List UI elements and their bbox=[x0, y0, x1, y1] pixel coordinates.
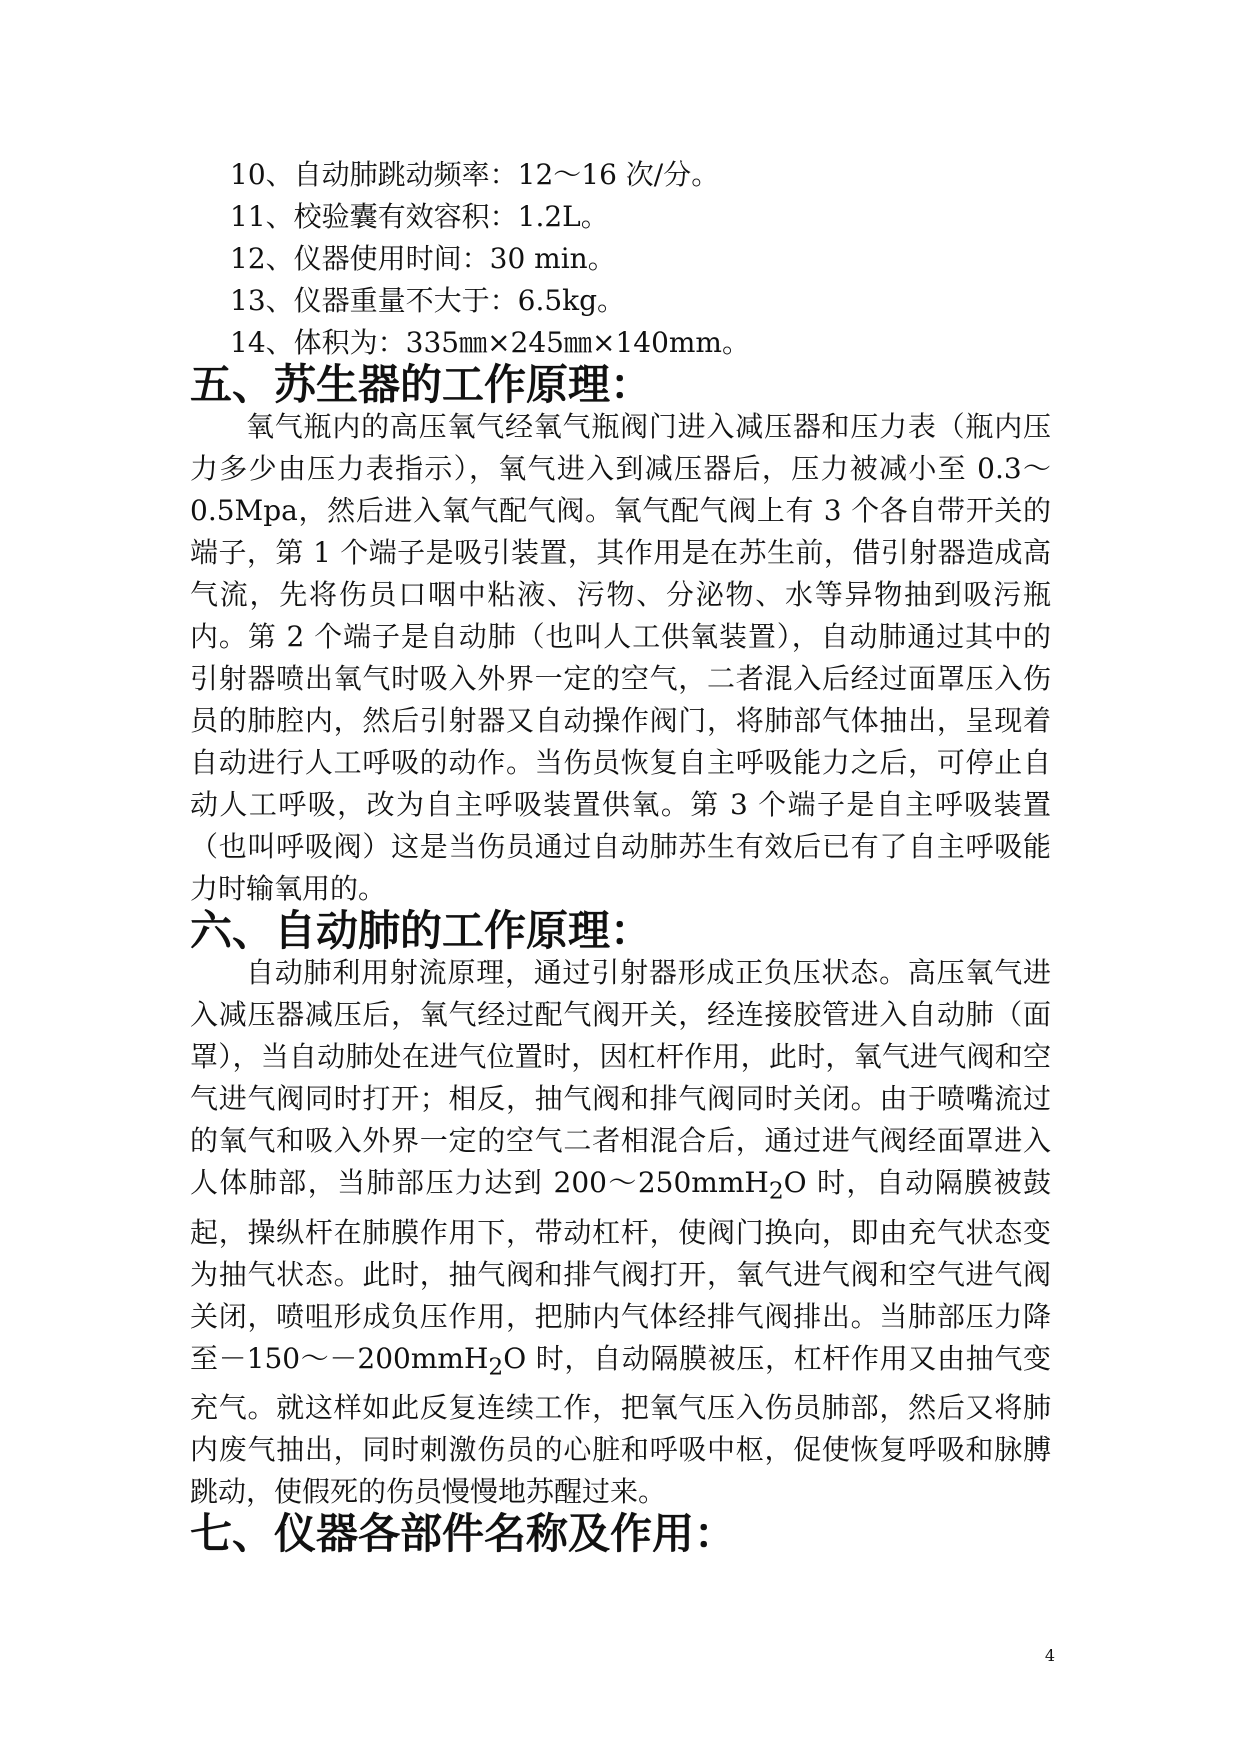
page-number: 4 bbox=[1044, 1646, 1055, 1665]
paragraph-text: O 时，自动隔膜被鼓起，操纵杆在肺膜作用下，带动杠杆，使阀门换向，即由充气状态变为抽气状态。此时，抽气阀和排气阀打开，氧气进气阀和空气进气阀关闭，喷咀形成负压作用，把肺内气体经排气阀排出。当肺部压力降至－150～－200mmH bbox=[190, 1166, 1052, 1375]
subscript: 2 bbox=[768, 1176, 784, 1205]
section-heading-6: 六、自动肺的工作原理： bbox=[190, 906, 653, 955]
section-paragraph-6 bbox=[190, 952, 1051, 1513]
paragraph-text: 自动肺利用射流原理，通过引射器形成正负压状态。高压氧气进入减压器减压后，氧气经过配气阀开关，经连接胶管进入自动肺（面罩），当自动肺处在进气位置时，因杠杆作用，此时，氧气进气阀和空气进气阀同时打开；相反，抽气阀和排气阀同时关闭。由于喷嘴流过的氧气和吸入外界一定的空气二者相混合后，通过进气阀经面罩进入人体肺部，当肺部压力达到 200～250mmH bbox=[190, 956, 1051, 1199]
section-paragraph-5: 氧气瓶内的高压氧气经氧气瓶阀门进入减压器和压力表（瓶内压力多少由压力表指示），氧气进入到减压器后，压力被减小至 0.3～0.5Mpa，然后进入氧气配气阀。氧气配气阀上有 3 个各自带开关的端子，第 1 个端子是吸引装置，其作用是在苏生前，借引射器造成高气流，先将伤员口咽中粘液、污物、分泌物、水等异物抽到吸污瓶内。第 2 个端子是自动肺（也叫人工供氧装置），自动肺通过其中的引射器喷出氧气时吸入外界一定的空气，二者混入后经过面罩压入伤员的肺腔内，然后引射器又自动操作阀门，将肺部气体抽出，呈现着自动进行人工呼吸的动作。当伤员恢复自主呼吸能力之后，可停止自动人工呼吸，改为自主呼吸装置供氧。第 3 个端子是自主呼吸装置（也叫呼吸阀）这是当伤员通过自动肺苏生有效后已有了自主呼吸能力时输氧用的。 bbox=[190, 410, 1051, 905]
spec-item-10: 10、自动肺跳动频率：12～16 次/分。 bbox=[230, 158, 720, 191]
paragraph-text: O 时，自动隔膜被压，杠杆作用又由抽气变充气。就这样如此反复连续工作，把氧气压入伤员肺部，然后又将肺内废气抽出，同时刺激伤员的心脏和呼吸中枢，促使恢复呼吸和脉膊跳动，使假死的伤员慢慢地苏醒过来。 bbox=[190, 1341, 1051, 1509]
subscript: 2 bbox=[488, 1352, 504, 1381]
spec-item-13: 13、仪器重量不大于：6.5kg。 bbox=[230, 284, 626, 317]
section-heading-5: 五、苏生器的工作原理： bbox=[190, 360, 653, 409]
section-heading-7: 七、仪器各部件名称及作用： bbox=[190, 1509, 737, 1559]
spec-item-12: 12、仪器使用时间：30 min。 bbox=[230, 242, 616, 275]
spec-item-11: 11、校验囊有效容积：1.2L。 bbox=[230, 200, 609, 233]
spec-item-14: 14、体积为：335㎜×245㎜×140mm。 bbox=[230, 326, 750, 359]
